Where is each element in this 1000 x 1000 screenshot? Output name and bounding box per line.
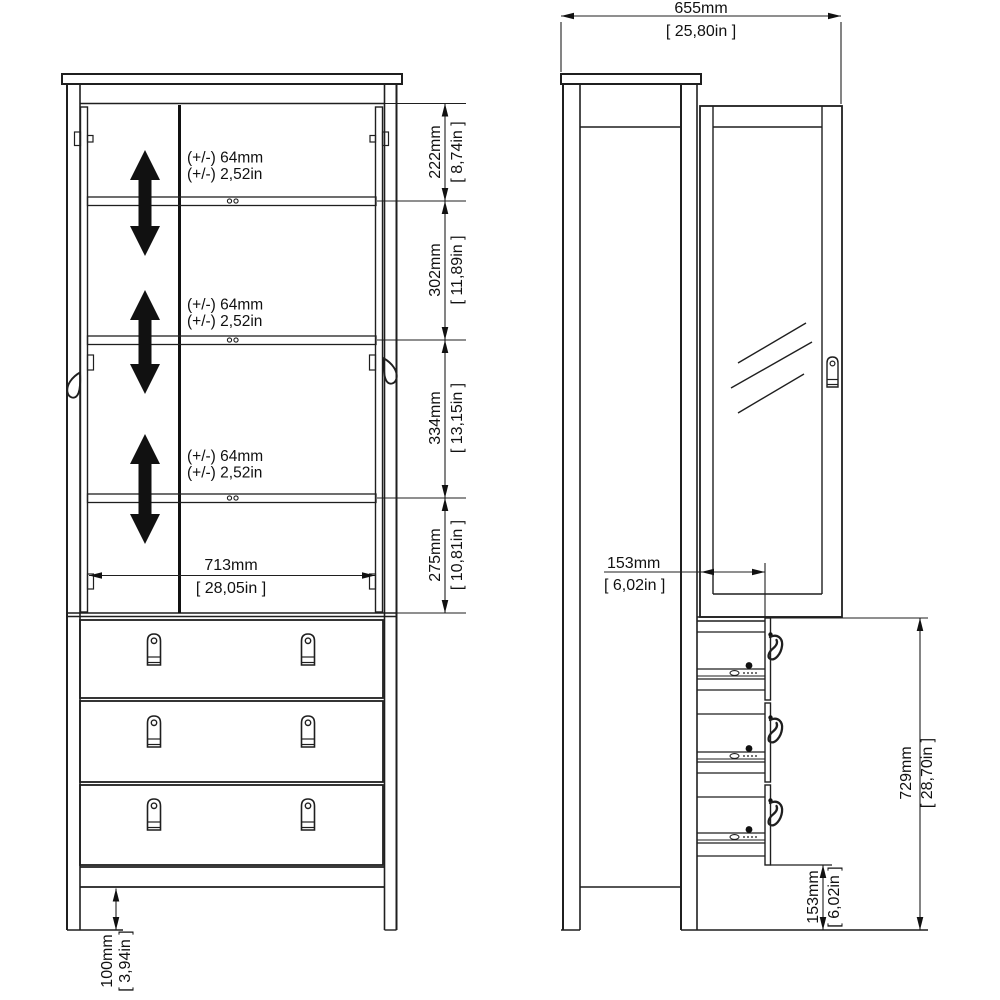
tolerance-in: (+/-) 2,52in — [187, 464, 263, 482]
glass-door-open — [700, 106, 842, 617]
shelf-pin-icon — [227, 338, 231, 342]
dim-base-in: [ 6,02in ] — [826, 866, 843, 928]
door-right-open-edge — [370, 107, 397, 612]
drawer-handle-icon — [302, 716, 315, 747]
dim-base-clearance — [771, 865, 844, 930]
drawer-front-1 — [80, 620, 383, 698]
door-handle-icon — [827, 357, 838, 387]
shelf-adjust-arrow-icon — [130, 290, 160, 394]
chain-in: [ 13,15in ] — [449, 382, 466, 454]
dim-plinth-in: [ 3,94in ] — [117, 930, 134, 992]
chain-mm: 302mm — [427, 243, 444, 297]
shelf-2 — [88, 336, 377, 345]
drawer-slide-icon — [697, 745, 765, 762]
side-top-panel — [561, 74, 701, 84]
chain-mm: 275mm — [427, 528, 444, 582]
tolerance-mm: (+/-) 64mm — [187, 448, 264, 465]
drawer-handle-icon — [148, 716, 161, 747]
dim-depth — [561, 0, 841, 104]
hinge-icon — [88, 136, 94, 143]
dim-depth-in: [ 25,80in ] — [665, 23, 737, 40]
door-pull-loop-icon — [67, 373, 80, 398]
door-left-open-edge — [67, 107, 93, 612]
shelf-3 — [88, 494, 377, 503]
drawer-handle-icon — [148, 634, 161, 665]
dim-shelf-chain — [377, 104, 466, 614]
dim-ext-in: [ 6,02in ] — [604, 577, 666, 594]
front-carcass — [67, 84, 397, 930]
shelf-pin-icon — [227, 199, 231, 203]
hinge-icon — [370, 355, 376, 370]
dim-plinth-mm: 100mm — [99, 934, 116, 988]
front-view — [62, 74, 402, 930]
hinge-icon — [383, 132, 389, 146]
shelf-pin-icon — [234, 338, 238, 342]
dim-interior-width — [89, 557, 375, 597]
back-panel-seam — [178, 105, 181, 613]
drawer-slide-icon — [697, 662, 765, 679]
shelf-pin-icon — [234, 496, 238, 500]
dim-width-in: [ 28,05in ] — [195, 580, 267, 597]
tolerance-label-2 — [187, 297, 263, 331]
tolerance-mm: (+/-) 64mm — [187, 296, 264, 314]
drawer-front-2 — [80, 701, 383, 782]
tolerance-label-1 — [187, 150, 263, 184]
shelf-adjust-arrow-icon — [130, 434, 160, 544]
drawer-front-3 — [80, 785, 383, 865]
chain-in: [ 11,89in ] — [449, 235, 466, 305]
side-view — [561, 74, 928, 930]
tolerance-mm: (+/-) 64mm — [187, 149, 264, 167]
chain-mm: 222mm — [427, 125, 444, 179]
hinge-icon — [370, 136, 376, 143]
tolerance-in: (+/-) 2,52in — [187, 313, 263, 330]
drawer-stack-side — [697, 617, 842, 865]
chain-in: [ 8,74in ] — [449, 121, 466, 183]
tolerance-label-3 — [187, 448, 263, 482]
tolerance-in: (+/-) 2,52in — [187, 166, 263, 183]
dim-base-mm: 153mm — [805, 870, 822, 924]
hinge-icon — [88, 355, 94, 370]
chain-mm: 334mm — [427, 391, 444, 445]
dim-ext-mm: 153mm — [607, 555, 661, 572]
dim-plinth-height — [99, 889, 134, 992]
chain-in: [ 10,81in ] — [449, 519, 466, 591]
side-carcass — [561, 84, 928, 930]
dim-drawer-section-height — [770, 618, 936, 930]
dim-drawer-extension — [604, 555, 765, 617]
front-top-panel — [62, 74, 402, 84]
door-pull-loop-icon — [384, 359, 397, 384]
drawer-handle-icon — [302, 799, 315, 830]
drawer-handle-icon — [148, 799, 161, 830]
glass-reflection-icon — [731, 323, 812, 413]
dim-depth-mm: 655mm — [674, 0, 728, 17]
shelf-1 — [88, 197, 377, 206]
dim-width-mm: 713mm — [204, 557, 258, 574]
drawer-slide-icon — [697, 826, 765, 843]
drawer-handle-icon — [302, 634, 315, 665]
dim-729-mm: 729mm — [898, 746, 915, 800]
shelf-pin-icon — [234, 199, 238, 203]
shelf-pin-icon — [227, 496, 231, 500]
dim-729-in: [ 28,70in ] — [919, 737, 936, 809]
shelf-adjust-arrow-icon — [130, 150, 160, 256]
